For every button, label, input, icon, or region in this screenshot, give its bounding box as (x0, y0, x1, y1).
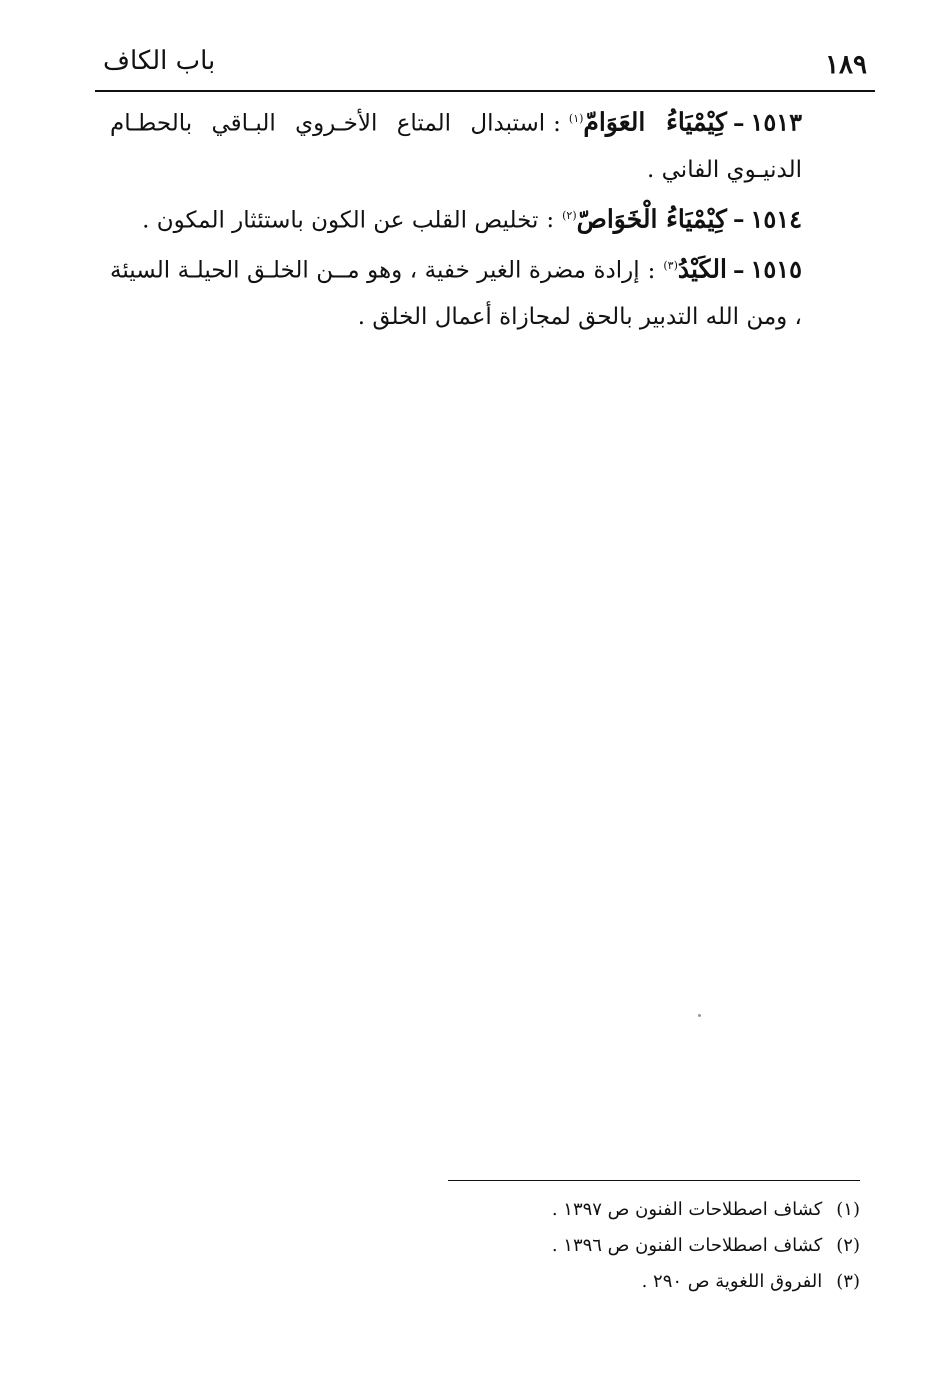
footnote-1 (440, 1192, 860, 1228)
entry-dash: – (732, 206, 745, 234)
entry-definition: استبدال المتاع الأخـروي البـاقي بالحطـام الدنيـوي الفاني . (110, 110, 802, 183)
entry-dash: – (732, 256, 745, 284)
entry-1513 (110, 96, 870, 193)
entry-number: ١٥١٥ (750, 254, 802, 284)
footnote-marker: (٢) (836, 1235, 860, 1256)
footnote-2 (440, 1228, 860, 1264)
footnote-text: كشاف اصطلاحات الفنون ص ١٣٩٦ . (551, 1235, 823, 1256)
footnote-ref: (٣) (663, 259, 678, 273)
paper-speck (698, 1014, 701, 1017)
entry-1514 (110, 193, 870, 244)
footnote-text: الفروق اللغوية ص ٢٩٠ . (641, 1271, 823, 1292)
entry-definition: إرادة مضرة الغير خفية ، وهو مــن الخلـق الحيلـة السيئة ، ومن الله التدبير بالحق لمجازاة أعمال الخلق . (110, 257, 802, 330)
footnote-ref: (١) (568, 112, 584, 125)
entry-term: كِيْمْيَاءُ العَوَامّ (583, 107, 727, 137)
entry-colon: : (546, 207, 555, 234)
entry-colon: : (647, 257, 656, 284)
footnote-marker: (٣) (836, 1271, 860, 1292)
entry-1515 (110, 243, 870, 340)
entry-term: كِيْمْيَاءُ الْخَوَاصّ (576, 204, 727, 234)
footnote-marker: (١) (836, 1199, 860, 1220)
entry-dash: – (732, 109, 745, 137)
page-header (95, 38, 875, 92)
entry-number: ١٥١٤ (750, 204, 802, 234)
entry-term: الكَيْدُ (677, 254, 727, 284)
chapter-title: باب الكاف (103, 46, 216, 76)
footnote-text: كشاف اصطلاحات الفنون ص ١٣٩٧ . (551, 1199, 823, 1220)
footnote-3 (440, 1264, 860, 1300)
footnote-divider (448, 1180, 860, 1181)
footnotes (440, 1192, 860, 1300)
footnote-ref: (٢) (562, 208, 577, 222)
page-body (110, 96, 870, 340)
entry-colon: : (553, 110, 561, 137)
page-number: ١٨٩ (825, 50, 867, 80)
entry-number: ١٥١٣ (750, 107, 802, 137)
entry-definition: تخليص القلب عن الكون باستئثار المكون . (142, 207, 539, 234)
